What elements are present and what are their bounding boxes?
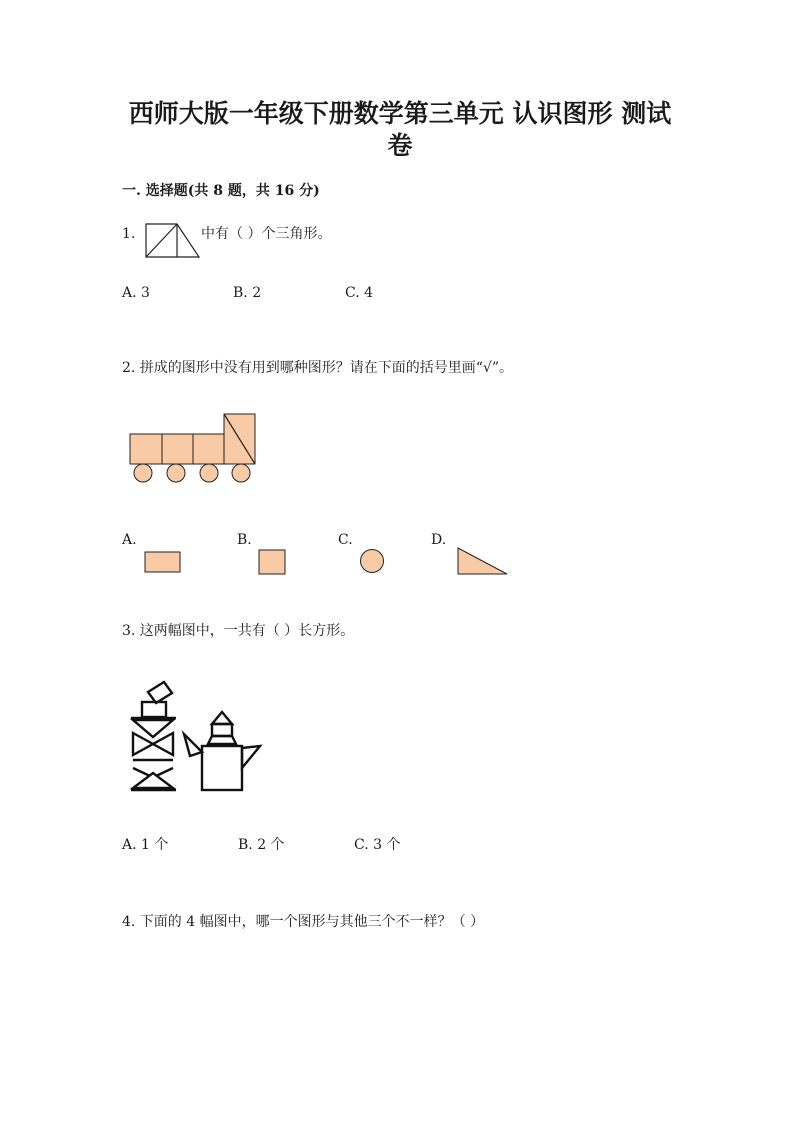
question-3-option-c[interactable]: C. 3 个 (354, 837, 401, 853)
question-2-option-d[interactable]: D. (431, 532, 447, 548)
question-1-option-b[interactable]: B. 2 (233, 285, 262, 301)
question-1-option-a[interactable]: A. 3 (122, 285, 150, 301)
option-a-rectangle-shape (144, 551, 182, 573)
question-2-option-a[interactable]: A. (122, 532, 137, 548)
option-d-triangle-shape (456, 546, 510, 576)
question-1-number: 1. (122, 226, 136, 242)
question-2-truck-figure (128, 412, 260, 484)
question-3-robot-figures (128, 676, 264, 794)
question-2-option-c[interactable]: C. (338, 532, 353, 548)
question-1-option-c[interactable]: C. 4 (345, 285, 374, 301)
question-4-text: 4. 下面的 4 幅图中，哪一个图形与其他三个不一样？（ ） (122, 914, 485, 930)
question-3-option-b[interactable]: B. 2 个 (238, 837, 285, 853)
section-heading: 一. 选择题(共 8 题，共 16 分) (122, 183, 320, 199)
question-1-text: 中有（ ）个三角形。 (201, 226, 332, 242)
option-c-circle-shape (359, 548, 385, 574)
option-b-square-shape (258, 549, 286, 575)
question-3-text: 3. 这两幅图中，一共有（ ）长方形。 (122, 623, 355, 639)
question-3-option-a[interactable]: A. 1 个 (122, 837, 169, 853)
page-title-continued: 卷 (387, 131, 413, 160)
question-2-text: 2. 拼成的图形中没有用到哪种图形？请在下面的括号里画“√”。 (122, 360, 514, 376)
question-2-option-b[interactable]: B. (237, 532, 252, 548)
question-1-trapezoid-figure (145, 222, 201, 258)
page-title: 西师大版一年级下册数学第三单元 认识图形 测试 (128, 99, 672, 128)
